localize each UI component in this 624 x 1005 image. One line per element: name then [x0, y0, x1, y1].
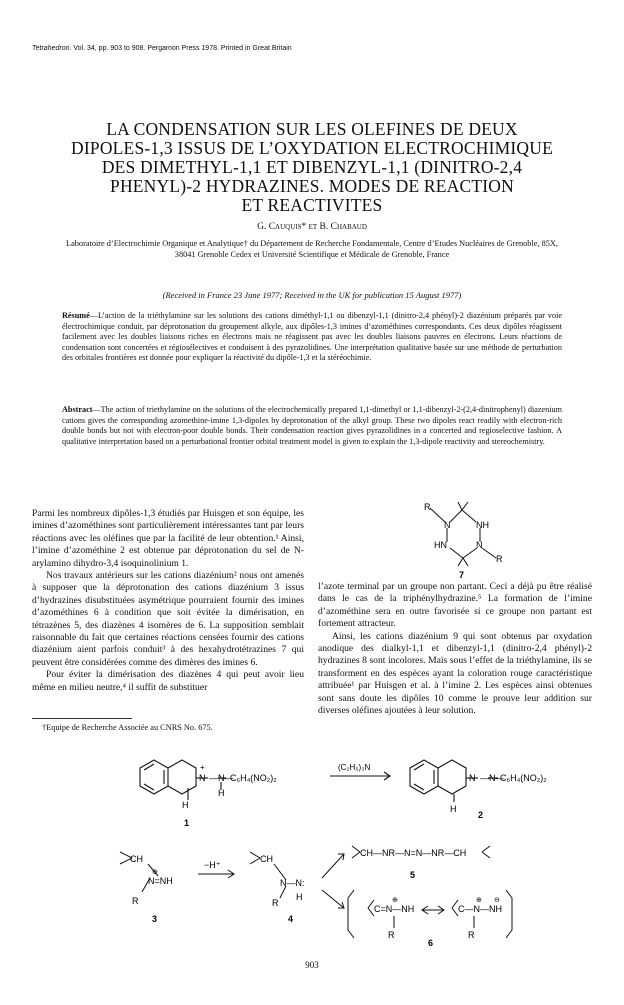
- body-left-column: [32, 508, 304, 694]
- title-line: LA CONDENSATION SUR LES OLEFINES DE DEUX: [106, 119, 518, 139]
- label-4: 4: [288, 914, 294, 924]
- abstract-text: —The action of triethylamine on the solutions of the electrochemically prepared 1,1-dimethyl or 1,1-dibenzyl-2-(2,4-dinitrophenyl) diazenium cations gives the corresponding azomethine-imine 1,3-dipoles by deprotonation of the alkyl group. These two dipoles react readily with electron-rich double bonds but not with electron-poor double bonds. Their condensation reaction gives pyrazolidines in a concerted and regioselective fashion. A qualitative interpretation based on a perturbational frontier orbital treatment model is given to explain the 1,3-dipole reactivity and stereochemistry.: [62, 405, 562, 446]
- svg-text:N: N: [199, 773, 206, 783]
- minus-h-label: −H⁺: [204, 860, 221, 870]
- svg-text:⊖: ⊖: [494, 897, 500, 904]
- resume-label: Résumé: [62, 311, 90, 320]
- journal-citation: Vol. 34, pp. 903 to 908. Pergamon Press 1978. Printed in Great Britain: [73, 45, 292, 52]
- label-7: 7: [459, 570, 465, 580]
- journal-header: [32, 45, 292, 52]
- svg-text:R: R: [132, 896, 139, 906]
- aryl-label-2: C₆H₄(NO₂)₂: [500, 773, 547, 783]
- resume-paragraph: [62, 311, 562, 364]
- svg-text:H: H: [296, 892, 303, 902]
- svg-text:HN: HN: [434, 540, 447, 550]
- svg-text:R: R: [388, 930, 395, 940]
- title-line: DES DIMETHYL-1,1 ET DIBENZYL-1,1 (DINITRO-2,4: [101, 157, 523, 177]
- svg-text:CH: CH: [260, 854, 273, 864]
- svg-text:CH: CH: [130, 854, 143, 864]
- label-6: 6: [428, 938, 434, 948]
- body-paragraph: Parmi les nombreux dipôles-1,3 étudiés par Huisgen et son équipe, les imines d’azométhines sont particulièrement intéressantes tant par leurs réactions avec les oléfines que par la facilité de leur obtention.¹ Ainsi, l’imine d’azométhine 2 est obtenue par déprotonation du sel de N-arylamino dihydro-3,4 isoquinolinium 1.: [32, 508, 304, 569]
- svg-text:⊕: ⊕: [392, 897, 398, 904]
- svg-text:⊕: ⊕: [476, 897, 482, 904]
- svg-text:N=NH: N=NH: [148, 876, 173, 886]
- svg-text:H: H: [218, 788, 225, 798]
- abstract-paragraph: [62, 405, 562, 447]
- svg-text:R: R: [424, 502, 431, 512]
- aryl-label-1: C₆H₄(NO₂)₂: [230, 773, 277, 783]
- svg-text:NH: NH: [476, 520, 489, 530]
- footnote-rule: [32, 718, 132, 719]
- title-line: DIPOLES-1,3 ISSUS DE L’OXYDATION ELECTROCHIMIQUE: [71, 138, 553, 158]
- svg-text:—N—: —N—: [480, 773, 505, 783]
- svg-text:⊕: ⊕: [152, 869, 158, 876]
- label-3: 3: [152, 914, 158, 924]
- authors: G. Cauquis* et B. Chabaud: [257, 222, 367, 232]
- page-number: 903: [305, 960, 319, 970]
- scheme-3-to-6: [110, 842, 610, 952]
- svg-text:—N—: —N—: [209, 773, 234, 783]
- svg-text:R: R: [272, 898, 279, 908]
- svg-text:H: H: [182, 800, 189, 810]
- affiliation: Laboratoire d’Electrochimie Organique et Analytique† du Département de Recherche Fondamentale, Centre d’Etudes Nucléaires de Grenoble, 85X, 38041 Grenoble Cedex et Université Scientifique et Médicale de Grenoble, France: [66, 239, 558, 259]
- structure-7-diagram: [410, 500, 530, 580]
- tetrazene-formula: CH—NR—N=N—NR—CH: [360, 848, 467, 858]
- label-1: 1: [184, 818, 190, 828]
- journal-name: Tetrahedron.: [32, 45, 72, 52]
- svg-text:N—N:: N—N:: [280, 878, 305, 888]
- title-line: ET REACTIVITES: [241, 195, 383, 215]
- svg-text:+: +: [200, 763, 205, 772]
- resume-text: —L’action de la triéthylamine sur les solutions des cations diméthyl-1,1 ou dibenzyl-1,1 (dinitro-2,4 phényl)-2 diazénium préparés par voie électrochimique conduit, par déprotonation du groupement alkyle, aux dipôles-1,3 imines d’azométhines correspondants. Ces deux dipôles réagissent facilement avec les doubles liaisons riches en électrons mais ne réagissent pas avec les doubles liaisons pauvres en électrons. Leurs réactions de condensation sont concertées et régiosélectives et conduisent à des pyrazolidines. Une interprétation qualitative basée sur une méthode de perturbation des orbitales frontières est donnée pour expliquer la réactivité du dipôle-1,3 et la stéréochimie.: [62, 311, 562, 363]
- label-2: 2: [478, 810, 484, 820]
- svg-text:C=N—NH: C=N—NH: [374, 904, 415, 914]
- body-paragraph: Nos travaux antérieurs sur les cations diazénium² nous ont amenés à supposer que la déprotonation des cations diazénium 3 issus d’hydrazines disubstituées asymétrique pourraient fournir des imines d’azométhines 6 à condition que soit évitée la dimérisation, en tétrazènes 5, des diazènes 4 isomères de 6. La supposition semblait raisonnable du fait que certaines réactions censées fournir des cations diazénium aient parfois conduit³ à des hexahydrotétrazines 7 qui peuvent être considérées comme des dimères des imines 6.: [32, 570, 304, 668]
- footnote: †Equipe de Recherche Associée au CNRS No. 675.: [42, 723, 213, 732]
- abstract-label: Abstract: [62, 405, 93, 414]
- article-title: [40, 120, 584, 215]
- svg-text:N: N: [444, 520, 451, 530]
- title-line: PHENYL)-2 HYDRAZINES. MODES DE REACTION: [110, 176, 514, 196]
- received-dates: (Received in France 23 June 1977; Received in the UK for publication 15 August 1977): [162, 290, 462, 300]
- body-right-column: [318, 581, 592, 717]
- svg-text:N: N: [476, 540, 483, 550]
- svg-text:R: R: [496, 554, 503, 564]
- body-paragraph: l’azote terminal par un groupe non partant. Ceci a déjà pu être réalisé dans le cas de la triphénylhydrazine.⁵ La formation de l’imine d’azométhine sera en outre favorisée si ce groupe non partant est fortement attracteur.: [318, 581, 592, 630]
- body-paragraph: Pour éviter la dimérisation des diazènes 4 qui peut avoir lieu même en milieu neutre,⁴ il suffit de substituer: [32, 669, 304, 693]
- body-paragraph: Ainsi, les cations diazénium 9 qui sont obtenus par oxydation anodique des dialkyl-1,1 et dibenzyl-1,1 (dinitro-2,4 phényl)-2 hydrazines 8 sont incolores. Mais sous l’effet de la triéthylamine, ils se transforment en des espèces ayant la coloration rouge caractéristique attribuée¹ par Huisgen et al. à l’imine 2. Les espèces ainsi obtenues sont sans doute les dipôles 10 comme le prouve leur addition sur diverses oléfines ajoutées à leur solution.: [318, 630, 592, 717]
- reagent-label: (C₂H₅)₃N: [338, 763, 371, 772]
- svg-text:N: N: [469, 773, 476, 783]
- svg-text:H: H: [450, 804, 457, 814]
- svg-text:R: R: [468, 930, 475, 940]
- label-5: 5: [410, 870, 416, 880]
- svg-text:C—N—NH: C—N—NH: [458, 904, 502, 914]
- scheme-1-to-2: [30, 748, 610, 838]
